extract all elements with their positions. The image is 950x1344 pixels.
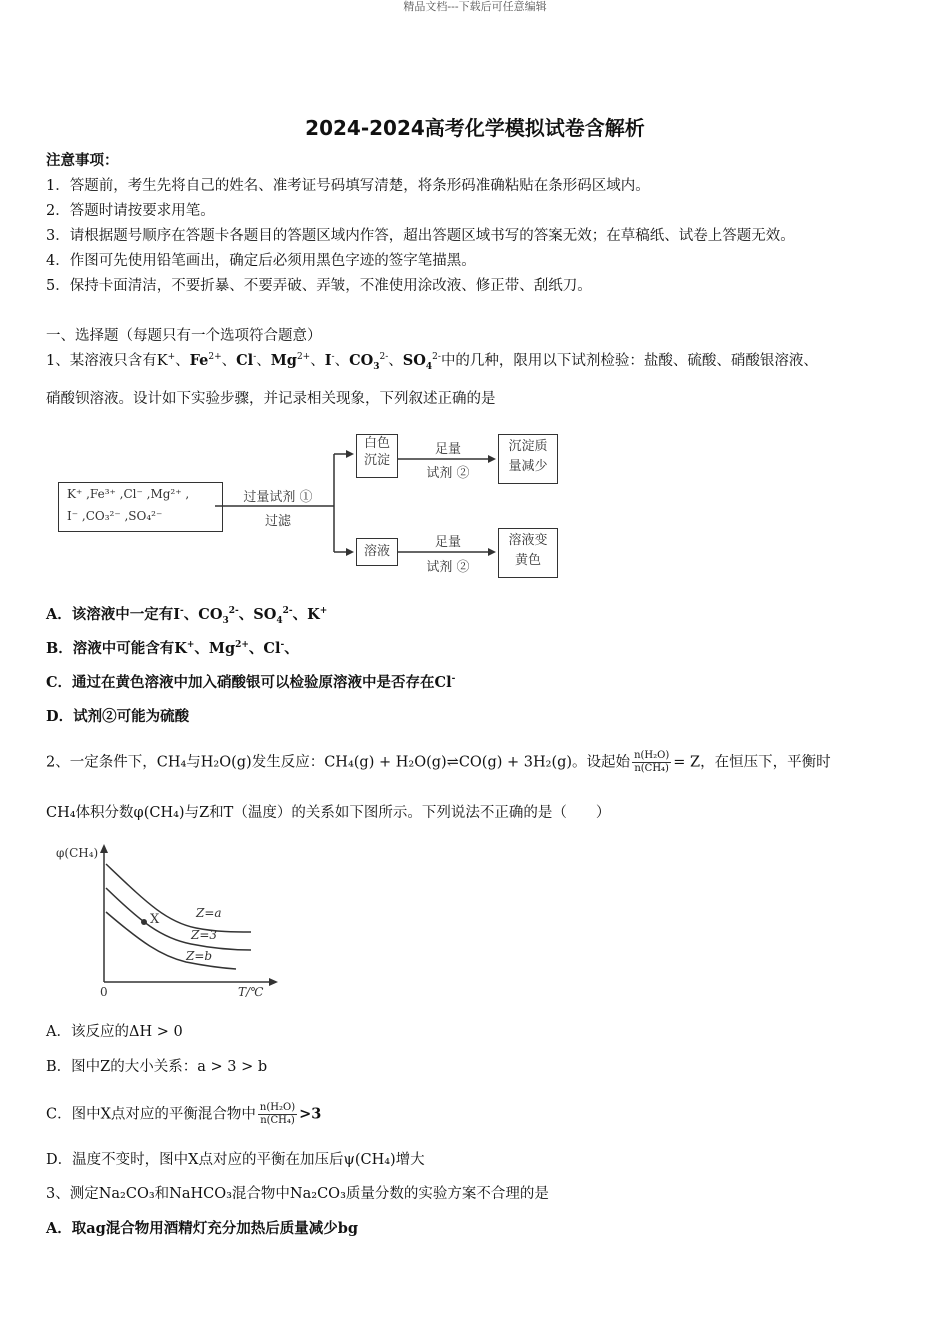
- q1-option-d: D．试剂②可能为硫酸: [46, 708, 190, 725]
- notice-heading: 注意事项：: [46, 152, 119, 169]
- flow-arrows: [58, 430, 568, 580]
- graph-curve-a-label: Z=a: [196, 906, 222, 920]
- reagent2-bottom-label: 试剂 ②: [426, 466, 470, 481]
- q2-option-d: D．温度不变时，图中X点对应的平衡在加压后ψ(CH₄)增大: [46, 1152, 425, 1168]
- reagent2-bottom-label: 试剂 ②: [426, 560, 470, 575]
- reagent1-label: 过量试剂 ①: [243, 490, 313, 505]
- result2-box: [498, 528, 558, 578]
- q1-flow-diagram: [58, 430, 568, 580]
- q2-stem: 2、一定条件下，CH₄与H₂O(g)发生反应：CH₄(g) + H₂O(g)⇌CO(g) + 3H₂(g)。设起始 $\frac{\text{n(H₂O)}}{\text{n(CH₄)}}$ = Z，在恒压下，平衡时: [46, 750, 831, 774]
- q2-option-c: C．图中X点对应的平衡混合物中 $\frac{\text{n(H₂O)}}{\text{n(CH₄)}}$ >3: [46, 1102, 322, 1126]
- point-x: [141, 919, 147, 925]
- q2-option-a: A．该反应的ΔH > 0: [46, 1024, 183, 1040]
- q2-graph: [46, 842, 286, 1007]
- notice-item: 4．作图可先使用铅笔画出，确定后必须用黑色字迹的签字笔描黑。: [46, 253, 476, 269]
- graph-axes-curves: [46, 842, 286, 1007]
- result1-text-2: 量减少: [508, 459, 548, 474]
- notice-item: 5．保持卡面清洁，不要折暴、不要弄破、弄皱，不准使用涂改液、修正带、刮纸刀。: [46, 278, 592, 294]
- q1-option-b: B．溶液中可能含有K+、$Mg^{2+}$、Cl-、: [46, 640, 299, 657]
- q1-stem: 1、某溶液只含有K+、$Fe^{2+}$、Cl-、$Mg^{2+}$、I-、$CO_3^{2-}$、$SO_4^{2-}$中的几种，限用以下试剂检验：盐酸、硫酸、硝酸银溶液、: [46, 352, 818, 372]
- reagent2-top-label: 足量: [434, 535, 461, 550]
- white-precipitate-box: [356, 434, 398, 478]
- graph-curve-b-label: Z=b: [186, 949, 213, 963]
- page-header: 精品文档---下载后可任意编辑: [403, 0, 547, 13]
- start-ions-1: K⁺ ,Fe³⁺ ,Cl⁻ ,Mg²⁺ ,: [67, 487, 190, 501]
- page-title: 2024-2024高考化学模拟试卷含解析: [305, 116, 645, 140]
- q2-fraction: $\frac{\text{n(H₂O)}}{\text{n(CH₄)}}$: [634, 750, 670, 774]
- q1-stem-line2: 硝酸钡溶液。设计如下实验步骤，并记录相关现象，下列叙述正确的是: [46, 391, 496, 407]
- filter-label: 过滤: [264, 514, 291, 529]
- result2-text-1: 溶液变: [508, 533, 548, 548]
- result1-box: [498, 434, 558, 484]
- curve-z-3: [106, 888, 251, 950]
- curve-z-a: [106, 864, 251, 932]
- solution-box: 溶液: [356, 538, 398, 566]
- graph-origin: 0: [100, 985, 108, 999]
- q2-option-c-fraction: $\frac{\text{n(H₂O)}}{\text{n(CH₄)}}$: [259, 1102, 296, 1126]
- q2-stem-line2: CH₄体积分数φ(CH₄)与Z和T（温度）的关系如下图所示。下列说法不正确的是（ ）: [46, 805, 611, 821]
- section-heading: 一、选择题（每题只有一个选项符合题意）: [46, 328, 322, 344]
- q2-option-b: B．图中Z的大小关系：a > 3 > b: [46, 1059, 268, 1075]
- notice-item: 1．答题前，考生先将自己的姓名、准考证号码填写清楚，将条形码准确粘贴在条形码区域内。: [46, 178, 650, 194]
- notice-item: 3．请根据题号顺序在答题卡各题目的答题区域内作答，超出答题区域书写的答案无效；在草稿纸、试卷上答题无效。: [46, 228, 795, 244]
- q1-option-a: A．该溶液中一定有I-、$CO_3^{2-}$、$SO_4^{2-}$、K+: [46, 606, 328, 626]
- graph-ylabel: φ(CH₄): [56, 846, 99, 860]
- white-ppt-text-2: 沉淀: [363, 453, 390, 468]
- notice-item: 2．答题时请按要求用笔。: [46, 203, 215, 219]
- reagent2-top-label: 足量: [434, 442, 461, 457]
- q3-option-a: A．取ag混合物用酒精灯充分加热后质量减少bg: [46, 1220, 359, 1237]
- result1-text-1: 沉淀质: [508, 439, 548, 454]
- q3-stem: 3、测定Na₂CO₃和NaHCO₃混合物中Na₂CO₃质量分数的实验方案不合理的是: [46, 1186, 549, 1202]
- start-ions-2: I⁻ ,CO₃²⁻ ,SO₄²⁻: [67, 509, 163, 523]
- graph-curve-3-label: Z=3: [191, 928, 218, 942]
- graph-point-label: X: [150, 912, 160, 927]
- graph-xlabel: T/℃: [238, 985, 264, 999]
- white-ppt-text-1: 白色: [363, 436, 390, 451]
- q1-option-c: C．通过在黄色溶液中加入硝酸银可以检验原溶液中是否存在Cl-: [46, 674, 456, 691]
- result2-text-2: 黄色: [514, 553, 541, 568]
